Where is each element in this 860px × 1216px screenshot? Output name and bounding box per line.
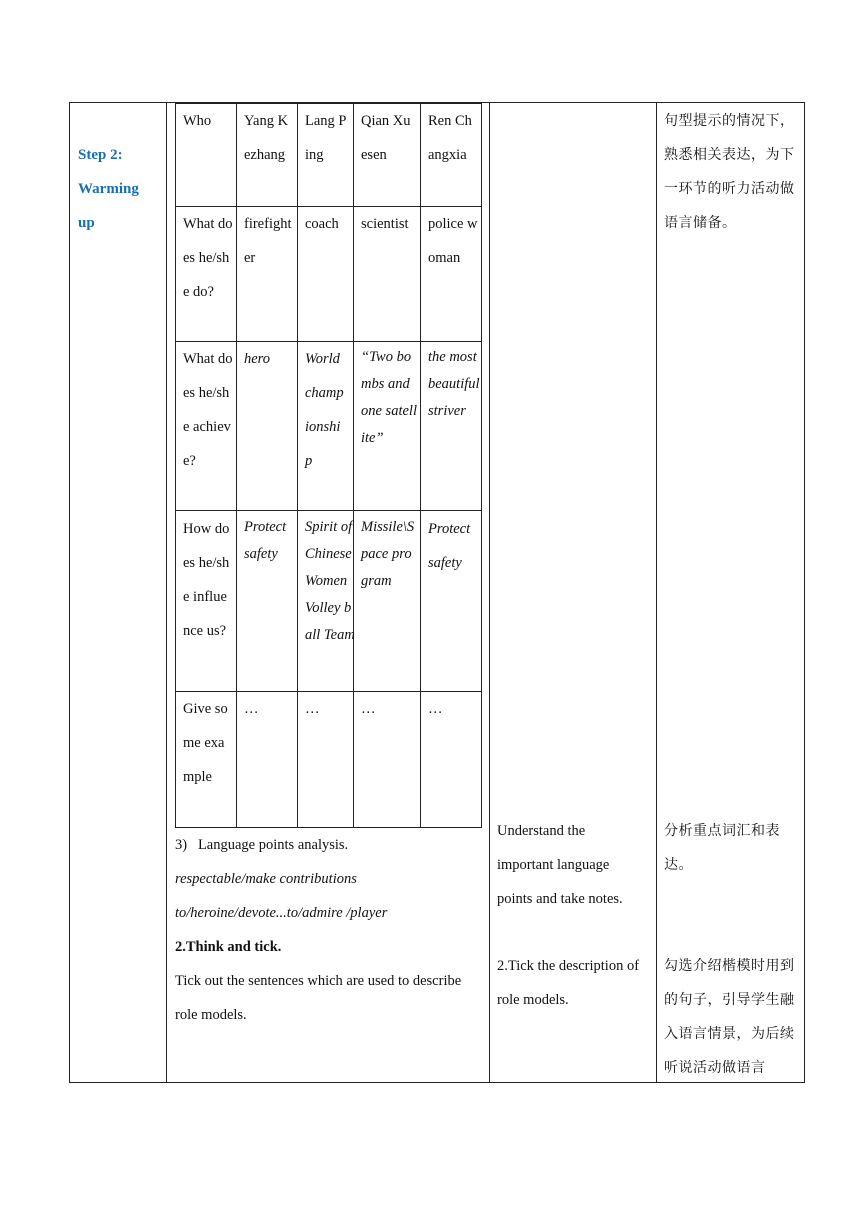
example-lang-ping: … bbox=[305, 701, 320, 717]
do-qian-xuesen: scientist bbox=[361, 216, 409, 232]
do-yang-kezhang: firefighter bbox=[244, 216, 292, 266]
step-subtitle: Warming bbox=[78, 181, 139, 197]
who-qian-xuesen: Qian Xuesen bbox=[361, 113, 411, 163]
row-header-example: Give some example bbox=[183, 701, 228, 785]
row-header-who: Who bbox=[183, 113, 212, 129]
col-divider-1 bbox=[166, 102, 167, 1083]
col-divider-2 bbox=[489, 102, 490, 1083]
inner-col-line-2 bbox=[297, 103, 298, 828]
row-header-achieve: What does he/she achieve? bbox=[183, 351, 233, 469]
example-ren-changxia: … bbox=[428, 701, 443, 717]
inner-col-line-5 bbox=[481, 103, 482, 828]
inner-col-line-0 bbox=[175, 103, 176, 828]
who-yang-kezhang: Yang Kezhang bbox=[244, 113, 289, 163]
purpose-top: 句型提示的情况下，熟悉相关表达，为下一环节的听力活动做语言储备。 bbox=[664, 113, 795, 231]
outer-right-border bbox=[804, 102, 805, 1083]
purpose-bottom: 勾选介绍楷模时用到的句子，引导学生融入语言情景，为后续听说活动做语言 bbox=[664, 958, 795, 1076]
think-tick-heading: 2.Think and tick. bbox=[175, 939, 282, 955]
row-header-do: What does he/she do? bbox=[183, 216, 233, 300]
outer-bottom-border bbox=[69, 1082, 805, 1083]
influence-ren-changxia: Protect safety bbox=[428, 521, 471, 571]
purpose-mid: 分析重点词汇和表达。 bbox=[664, 823, 780, 873]
who-ren-changxia: Ren Changxia bbox=[428, 113, 472, 163]
think-tick-text: Tick out the sentences which are used to describe role models. bbox=[175, 973, 462, 1023]
influence-yang-kezhang: Protect safety bbox=[244, 519, 287, 562]
influence-lang-ping: Spirit of Chinese Women Volley ball Team bbox=[305, 519, 355, 643]
step-subtitle-2: up bbox=[78, 215, 95, 231]
inner-col-line-1 bbox=[236, 103, 237, 828]
language-points-items: respectable/make contributions to/heroine/devote...to/admire /player bbox=[175, 871, 388, 921]
example-qian-xuesen: … bbox=[361, 701, 376, 717]
student-activity-tick: 2.Tick the description of role models. bbox=[497, 958, 640, 1008]
step-title: Step 2: bbox=[78, 147, 123, 163]
inner-col-line-3 bbox=[353, 103, 354, 828]
outer-left-border bbox=[69, 102, 70, 1083]
student-activity-understand: Understand the important language points and take notes. bbox=[497, 823, 623, 907]
influence-qian-xuesen: Missile\Space program bbox=[361, 519, 415, 589]
language-points-heading: 3) Language points analysis. bbox=[175, 837, 349, 853]
achieve-ren-changxia: the most beautiful striver bbox=[428, 349, 480, 419]
achieve-qian-xuesen: “Two bombs and one satellite” bbox=[361, 349, 417, 446]
achieve-yang-kezhang: hero bbox=[244, 351, 271, 367]
achieve-lang-ping: World championship bbox=[305, 351, 344, 469]
example-yang-kezhang: … bbox=[244, 701, 259, 717]
do-ren-changxia: police woman bbox=[428, 216, 478, 266]
row-header-influence: How does he/she influence us? bbox=[183, 521, 230, 639]
inner-row-line-3 bbox=[175, 510, 482, 511]
who-lang-ping: Lang Ping bbox=[305, 113, 347, 163]
do-lang-ping: coach bbox=[305, 216, 339, 232]
col-divider-3 bbox=[656, 102, 657, 1083]
